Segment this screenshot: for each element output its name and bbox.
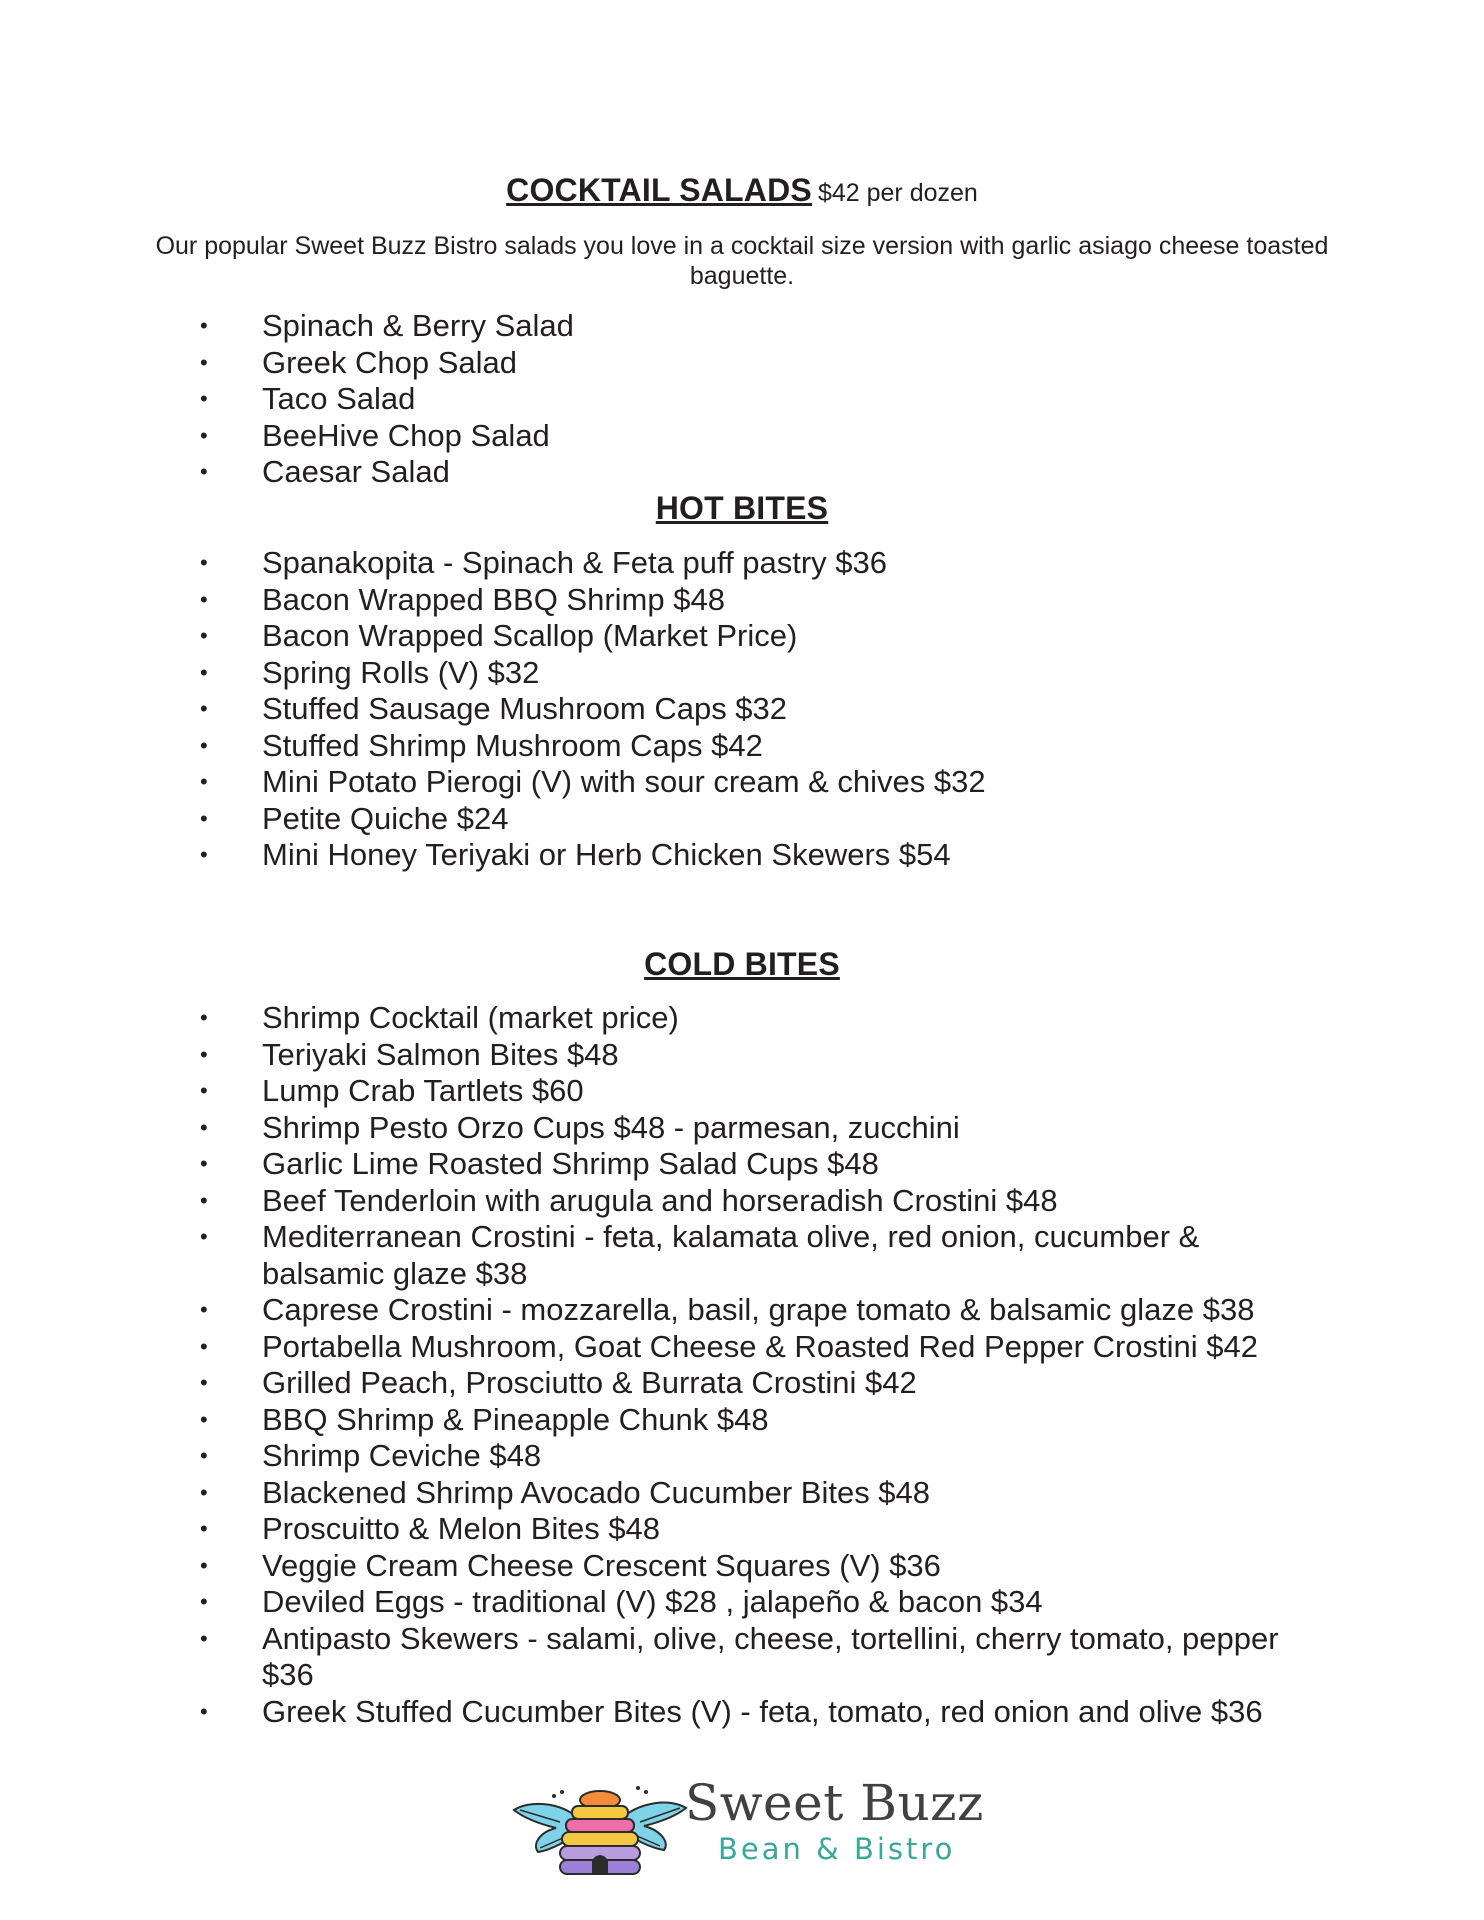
bullet-icon: •	[200, 1443, 208, 1468]
bullet-icon: •	[200, 1370, 208, 1395]
hot-bite-item-text: Stuffed Shrimp Mushroom Caps $42	[262, 727, 763, 763]
cold-bite-item	[0, 1402, 1312, 1439]
cocktail-salads-heading	[0, 172, 1484, 209]
cold-bites-heading	[0, 946, 1484, 983]
bullet-icon: •	[200, 1041, 208, 1067]
hot-bite-item	[0, 545, 1312, 582]
cold-bite-item-text: Deviled Eggs - traditional (V) $28 , jalapeño & bacon $34	[262, 1584, 1043, 1619]
cocktail-salads-title: COCKTAIL SALADS	[506, 172, 812, 208]
bullet-icon: •	[200, 623, 208, 648]
cold-bite-item	[0, 1329, 1312, 1366]
salad-item-text: Greek Chop Salad	[262, 344, 518, 380]
bullet-icon: •	[200, 732, 208, 758]
cold-bite-item	[0, 1146, 1312, 1183]
hot-bite-item-text: Spanakopita - Spinach & Feta puff pastry $36	[262, 545, 887, 580]
bullet-icon: •	[200, 586, 208, 612]
bullet-icon: •	[200, 459, 208, 484]
cold-bite-item	[0, 1694, 1312, 1731]
hot-bite-item-text: Bacon Wrapped BBQ Shrimp $48	[262, 581, 725, 617]
cold-bite-item-text: Grilled Peach, Prosciutto & Burrata Crostini $42	[262, 1365, 917, 1400]
cold-bites-list	[0, 1000, 1312, 1730]
cold-bite-item	[0, 1621, 1312, 1694]
cold-bite-item	[0, 1548, 1312, 1585]
bullet-icon: •	[200, 422, 208, 448]
cold-bite-item	[0, 1219, 1312, 1292]
bullet-icon: •	[200, 313, 208, 338]
cold-bite-item	[0, 1438, 1312, 1475]
bullet-icon: •	[200, 1005, 208, 1030]
salad-item-text: Taco Salad	[262, 381, 416, 416]
hot-bite-item	[0, 728, 1312, 765]
bullet-icon: •	[200, 1114, 208, 1140]
cold-bite-item-text: Garlic Lime Roasted Shrimp Salad Cups $48	[262, 1146, 879, 1181]
hot-bite-item	[0, 582, 1312, 619]
bullet-icon: •	[200, 696, 208, 721]
bullet-icon: •	[200, 1297, 208, 1322]
cocktail-salads-list	[0, 308, 1312, 491]
hot-bite-item	[0, 618, 1312, 655]
hot-bite-item-text: Stuffed Sausage Mushroom Caps $32	[262, 691, 788, 726]
cold-bite-item	[0, 1475, 1312, 1512]
cold-bite-item-text: Veggie Cream Cheese Crescent Squares (V) $36	[262, 1547, 941, 1583]
sweet-buzz-logo	[510, 1774, 984, 1880]
cold-bites-title: COLD BITES	[644, 946, 840, 982]
bullet-icon: •	[200, 842, 208, 867]
hot-bite-item	[0, 837, 1312, 874]
cold-bite-item-text: Mediterranean Crostini - feta, kalamata olive, red onion, cucumber & balsamic glaze $38	[262, 1219, 1200, 1291]
cold-bite-item	[0, 1073, 1312, 1110]
bullet-icon: •	[200, 1625, 208, 1651]
hot-bite-item	[0, 691, 1312, 728]
cold-bite-item	[0, 1037, 1312, 1074]
hot-bites-title: HOT BITES	[655, 490, 829, 526]
cold-bite-item-text: Caprese Crostini - mozzarella, basil, grape tomato & balsamic glaze $38	[262, 1292, 1255, 1327]
salad-item-text: BeeHive Chop Salad	[262, 417, 550, 453]
bullet-icon: •	[200, 1187, 208, 1213]
cocktail-salads-description: Our popular Sweet Buzz Bistro salads you love in a cocktail size version with garlic asiago cheese toasted baguette.	[155, 232, 1329, 290]
bullet-icon: •	[200, 1224, 208, 1249]
cold-bite-item-text: Teriyaki Salmon Bites $48	[262, 1036, 619, 1072]
logo-subtitle: Bean & Bistro	[718, 1832, 956, 1866]
cold-bite-item	[0, 1110, 1312, 1147]
cold-bite-item	[0, 1584, 1312, 1621]
hot-bite-item-text: Bacon Wrapped Scallop (Market Price)	[262, 618, 798, 653]
hot-bite-item-text: Mini Honey Teriyaki or Herb Chicken Skewers $54	[262, 837, 951, 872]
cold-bite-item-text: Greek Stuffed Cucumber Bites (V) - feta, tomato, red onion and olive $36	[262, 1693, 1263, 1729]
cold-bite-item	[0, 1000, 1312, 1037]
cold-bite-item	[0, 1292, 1312, 1329]
bullet-icon: •	[200, 1151, 208, 1176]
hot-bite-item-text: Mini Potato Pierogi (V) with sour cream & chives $32	[262, 764, 986, 799]
hot-bite-item	[0, 801, 1312, 838]
cold-bite-item-text: Proscuitto & Melon Bites $48	[262, 1511, 661, 1546]
bullet-icon: •	[200, 1078, 208, 1103]
hot-bites-list	[0, 545, 1312, 874]
salad-item-text: Caesar Salad	[262, 454, 450, 489]
bullet-icon: •	[200, 659, 208, 685]
cold-bite-item-text: Lump Crab Tartlets $60	[262, 1073, 584, 1108]
hot-bite-item	[0, 764, 1312, 801]
cold-bite-item-text: Beef Tenderloin with arugula and horseradish Crostini $48	[262, 1182, 1058, 1218]
salad-item-text: Spinach & Berry Salad	[262, 308, 574, 343]
cold-bite-item-text: Portabella Mushroom, Goat Cheese & Roasted Red Pepper Crostini $42	[262, 1328, 1258, 1364]
bullet-icon: •	[200, 1516, 208, 1541]
beehive-icon	[510, 1780, 690, 1880]
cocktail-salads-price: $42 per dozen	[817, 179, 978, 207]
cold-bite-item-text: Shrimp Pesto Orzo Cups $48 - parmesan, zucchini	[262, 1109, 960, 1145]
bullet-icon: •	[200, 386, 208, 411]
logo-name: Sweet Buzz	[685, 1774, 984, 1832]
hot-bite-item-text: Spring Rolls (V) $32	[262, 654, 540, 690]
bullet-icon: •	[200, 769, 208, 794]
bullet-icon: •	[200, 1589, 208, 1614]
bullet-icon: •	[200, 1552, 208, 1578]
bullet-icon: •	[200, 1333, 208, 1359]
cold-bite-item-text: BBQ Shrimp & Pineapple Chunk $48	[262, 1401, 769, 1437]
bullet-icon: •	[200, 550, 208, 575]
cold-bite-item-text: Shrimp Cocktail (market price)	[262, 1000, 679, 1035]
cold-bite-item	[0, 1511, 1312, 1548]
salad-item	[0, 345, 1312, 382]
hot-bites-heading	[0, 490, 1484, 527]
cold-bite-item	[0, 1183, 1312, 1220]
hot-bite-item-text: Petite Quiche $24	[262, 800, 509, 836]
hot-bite-item	[0, 655, 1312, 692]
bullet-icon: •	[200, 1479, 208, 1505]
cold-bite-item-text: Antipasto Skewers - salami, olive, cheese, tortellini, cherry tomato, pepper $36	[262, 1620, 1279, 1692]
bullet-icon: •	[200, 1406, 208, 1432]
cold-bite-item-text: Shrimp Ceviche $48	[262, 1438, 542, 1473]
bullet-icon: •	[200, 349, 208, 375]
bullet-icon: •	[200, 1698, 208, 1724]
salad-item	[0, 308, 1312, 345]
salad-item	[0, 418, 1312, 455]
bullet-icon: •	[200, 805, 208, 831]
salad-item	[0, 454, 1312, 491]
salad-item	[0, 381, 1312, 418]
cold-bite-item	[0, 1365, 1312, 1402]
cold-bite-item-text: Blackened Shrimp Avocado Cucumber Bites $48	[262, 1474, 931, 1510]
